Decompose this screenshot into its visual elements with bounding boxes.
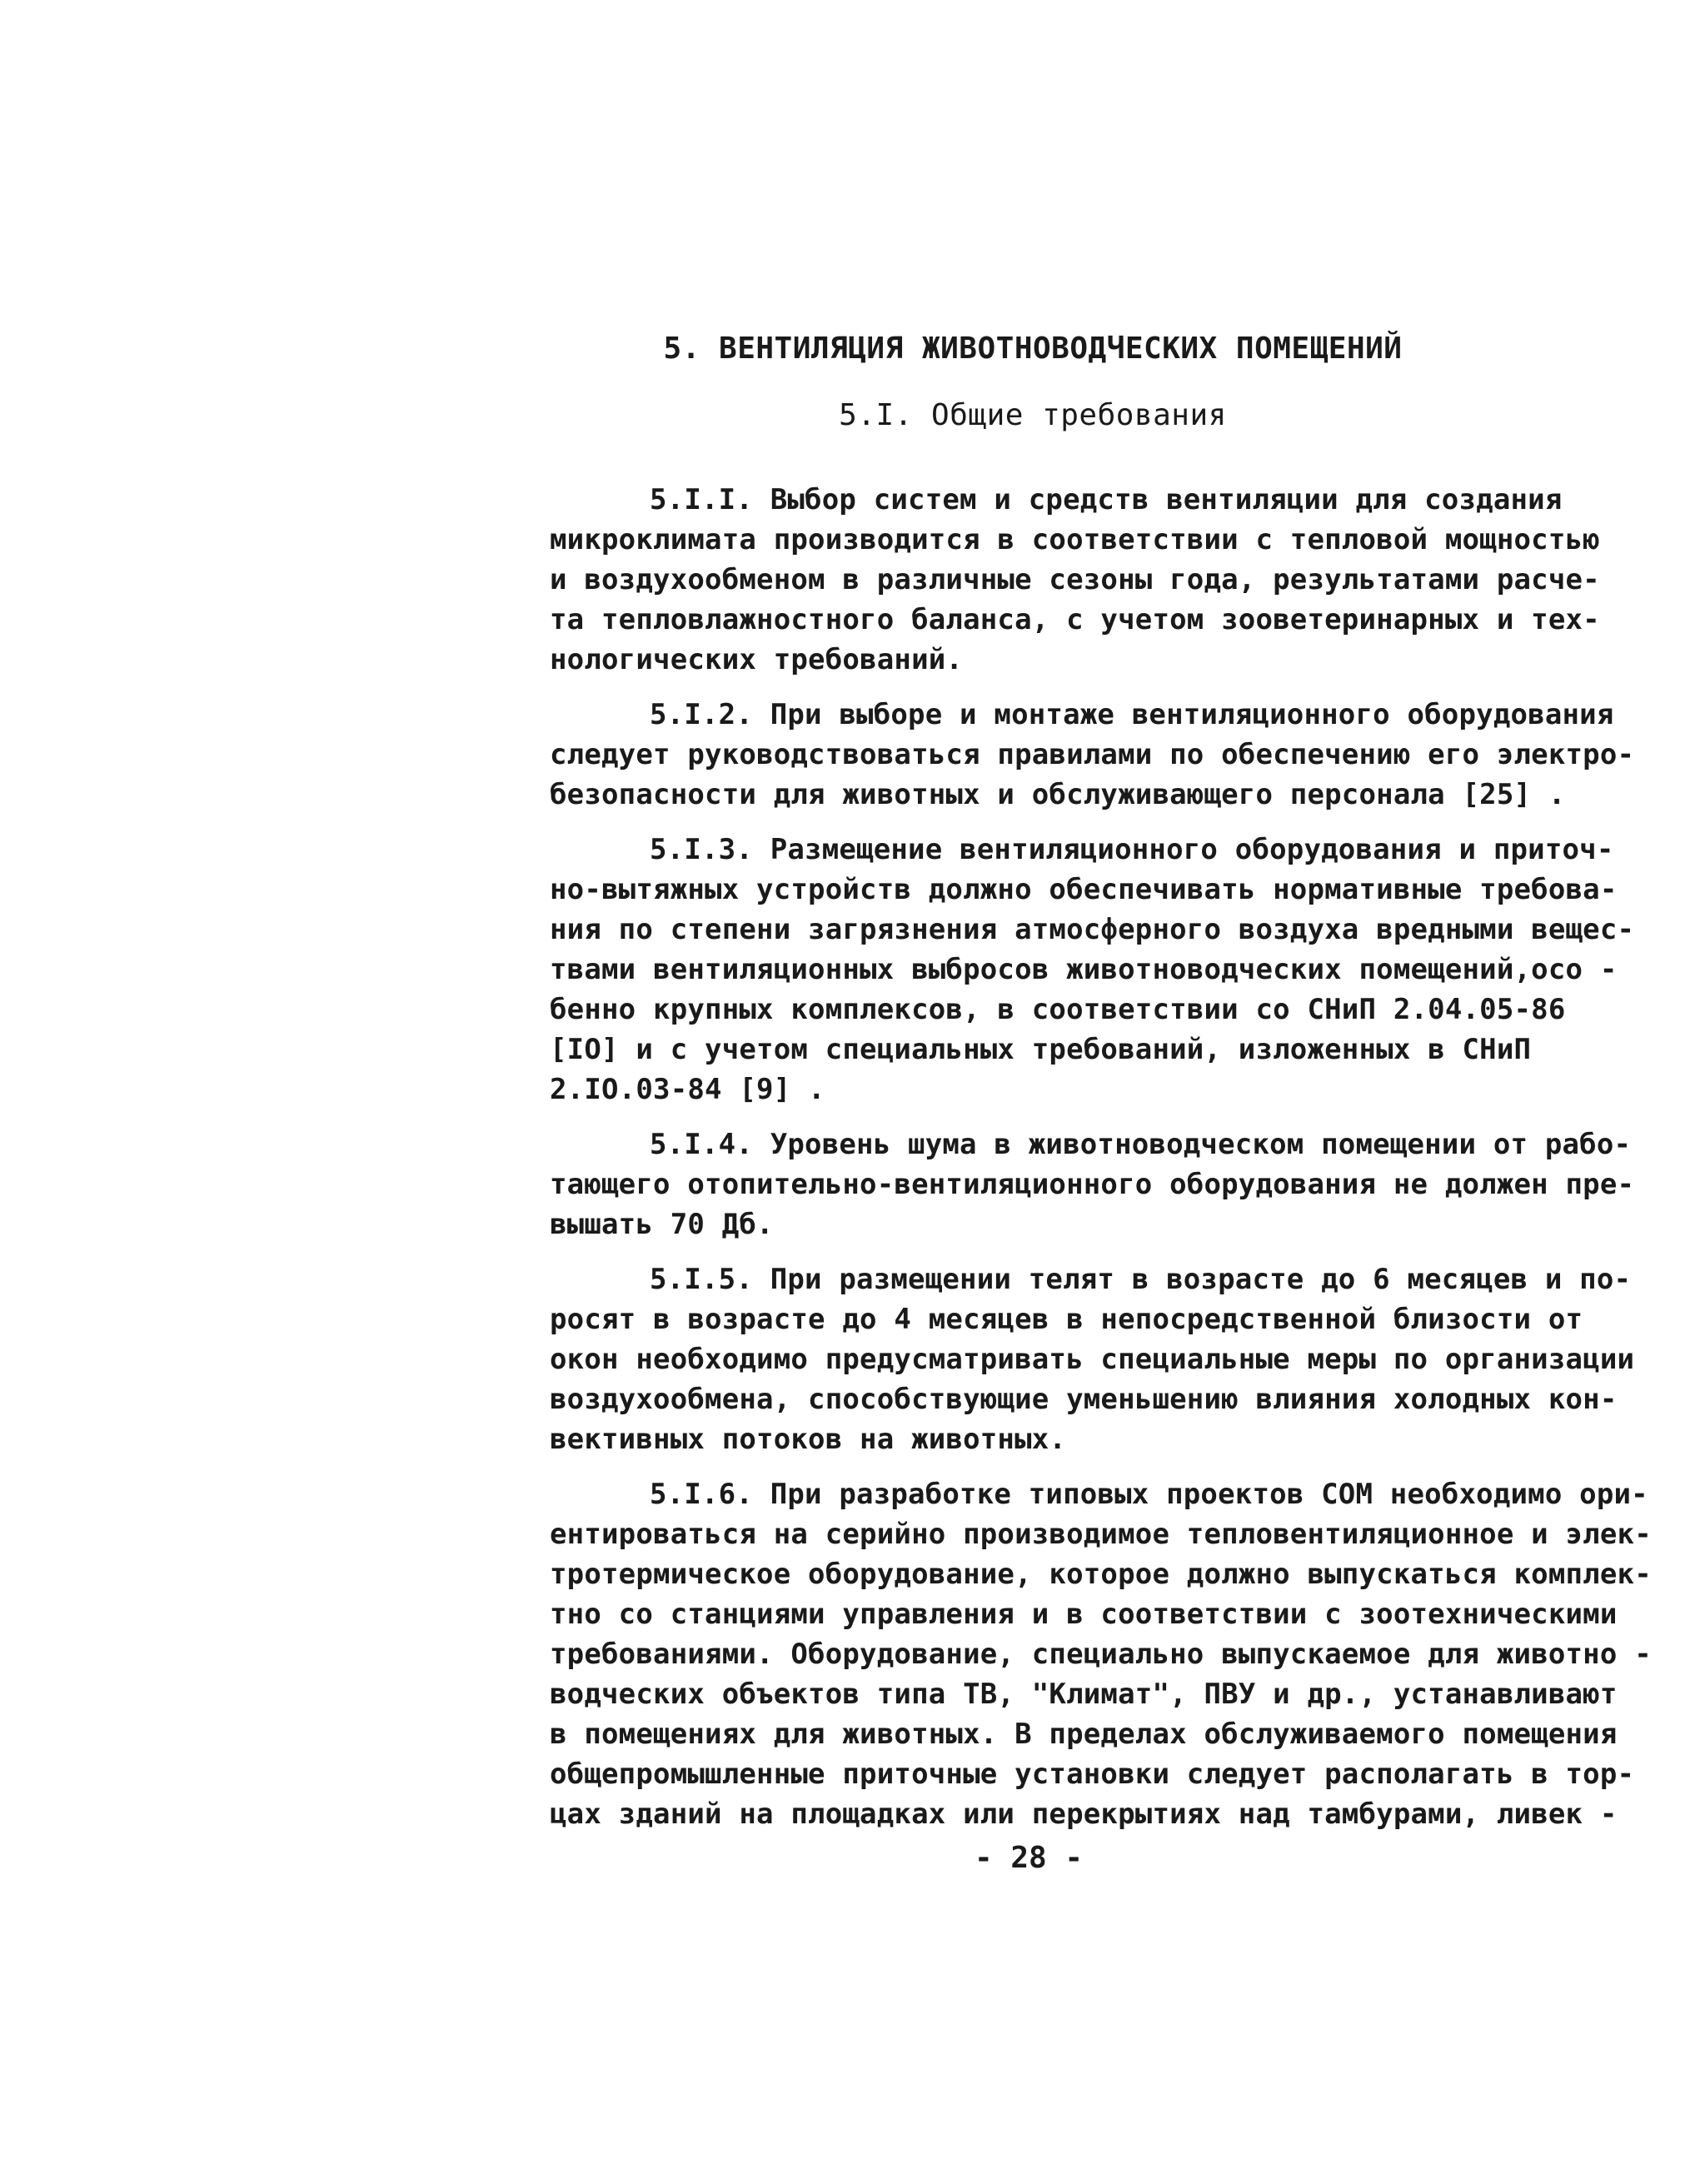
- paragraph-3-line-1: 5.I.3. Размещение вентиляционного оборудования и приточ-: [650, 833, 1614, 866]
- paragraph-4-line-3: вышать 70 Дб.: [550, 1208, 774, 1241]
- paragraph-3-line-6: [IO] и с учетом специальных требований, изложенных в СНиП: [550, 1033, 1532, 1066]
- paragraph-6-line-9: цах зданий на площадках или перекрытиях над тамбурами, ливек -: [550, 1798, 1618, 1831]
- paragraph-1-line-2: микроклимата производится в соответствии с тепловой мощностью: [550, 523, 1600, 556]
- paragraph-5-line-1: 5.I.5. При размещении телят в возрасте до 6 месяцев и по-: [650, 1263, 1632, 1296]
- paragraph-3-line-7: 2.IO.03-84 [9] .: [550, 1073, 825, 1106]
- paragraph-3-line-2: но-вытяжных устройств должно обеспечивать нормативные требова-: [550, 873, 1618, 906]
- paragraph-2-line-3: безопасности для животных и обслуживающего персонала [25] .: [550, 778, 1566, 811]
- paragraph-1-line-4: та тепловлажностного баланса, с учетом зооветеринарных и тех-: [550, 603, 1600, 636]
- paragraph-6-line-8: общепромышленные приточные установки следует располагать в тор-: [550, 1758, 1635, 1791]
- paragraph-3-line-5: бенно крупных комплексов, в соответствии со СНиП 2.04.05-86: [550, 993, 1566, 1026]
- page-number: - 28 -: [975, 1841, 1084, 1875]
- paragraph-6-line-5: требованиями. Оборудование, специально выпускаемое для животно -: [550, 1638, 1652, 1671]
- paragraph-4-line-1: 5.I.4. Уровень шума в животноводческом помещении от рабо-: [650, 1128, 1632, 1161]
- paragraph-6-line-4: тно со станциями управления и в соответствии с зоотехническими: [550, 1598, 1618, 1631]
- subsection-title: 5.I. Общие требования: [839, 398, 1227, 432]
- paragraph-2-line-1: 5.I.2. При выборе и монтаже вентиляционного оборудования: [650, 698, 1614, 731]
- paragraph-4-line-2: тающего отопительно-вентиляционного оборудования не должен пре-: [550, 1168, 1635, 1201]
- section-title: 5. ВЕНТИЛЯЦИЯ ЖИВОТНОВОДЧЕСКИХ ПОМЕЩЕНИЙ: [663, 332, 1403, 366]
- paragraph-5-line-4: воздухообмена, способствующие уменьшению влияния холодных кон-: [550, 1383, 1618, 1416]
- paragraph-6-line-6: водческих объектов типа ТВ, "Климат", ПВУ и др., устанавливают: [550, 1678, 1618, 1711]
- paragraph-2-line-2: следует руководствоваться правилами по обеспечению его электро-: [550, 738, 1635, 771]
- paragraph-6-line-3: тротермическое оборудование, которое должно выпускаться комплек-: [550, 1558, 1652, 1591]
- paragraph-6-line-2: ентироваться на серийно производимое тепловентиляционное и элек-: [550, 1518, 1652, 1551]
- paragraph-6-line-7: в помещениях для животных. В пределах обслуживаемого помещения: [550, 1718, 1618, 1751]
- paragraph-1-line-5: нологических требований.: [550, 643, 964, 676]
- paragraph-5-line-5: вективных потоков на животных.: [550, 1423, 1067, 1456]
- paragraph-5-line-3: окон необходимо предусматривать специальные меры по организации: [550, 1343, 1635, 1376]
- paragraph-3-line-3: ния по степени загрязнения атмосферного воздуха вредными вещес-: [550, 913, 1635, 946]
- paragraph-3-line-4: твами вентиляционных выбросов животноводческих помещений,осо -: [550, 953, 1618, 986]
- paragraph-1-line-3: и воздухообменом в различные сезоны года, результатами расче-: [550, 563, 1600, 596]
- paragraph-5-line-2: росят в возрасте до 4 месяцев в непосредственной близости от: [550, 1303, 1583, 1336]
- paragraph-1-line-1: 5.I.I. Выбор систем и средств вентиляции для создания: [650, 483, 1563, 516]
- paragraph-6-line-1: 5.I.6. При разработке типовых проектов СОМ необходимо ори-: [650, 1478, 1648, 1511]
